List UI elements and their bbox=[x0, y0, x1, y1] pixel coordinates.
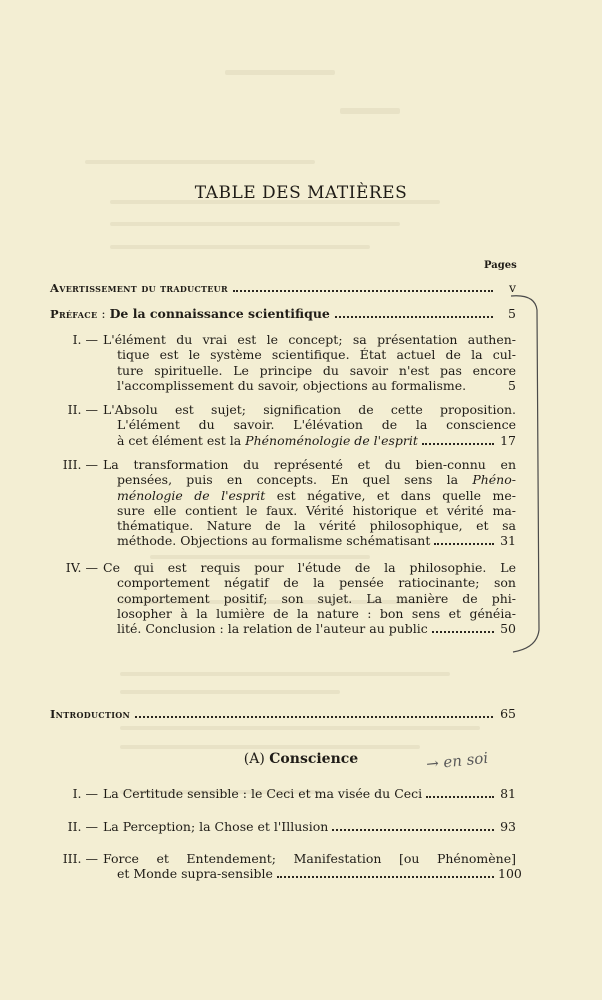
entry-text-line: tique est le système scientifique. État actuel de la cul- bbox=[117, 347, 516, 363]
entry-text-line: l'accomplissement du savoir, objections au formalisme. bbox=[117, 377, 467, 393]
entry-text-line: ture spirituelle. Le principe du savoir n'est pas encore bbox=[117, 362, 516, 378]
toc-page-number: 81 bbox=[500, 786, 516, 801]
toc-page-number: 93 bbox=[500, 819, 516, 834]
toc-entry-introduction[interactable] bbox=[50, 706, 516, 721]
pages-column-label: Pages bbox=[484, 260, 517, 271]
entry-text-line: méthode. Objections au formalisme schématisant bbox=[117, 533, 431, 549]
section-heading-name: Conscience bbox=[269, 751, 359, 767]
toc-entry-conscience-2[interactable] bbox=[50, 819, 516, 834]
leader-dots bbox=[432, 631, 494, 633]
section-number: I. — bbox=[72, 332, 98, 347]
leader-dots bbox=[332, 829, 494, 831]
section-number: II. — bbox=[67, 819, 98, 834]
leader-dots bbox=[434, 543, 494, 545]
section-heading-prefix: (A) bbox=[243, 751, 270, 767]
entry-text-line: L'élément du vrai est le concept; sa présentation authen- bbox=[103, 332, 516, 347]
section-heading-conscience[interactable] bbox=[0, 751, 602, 767]
toc-page-number: 5 bbox=[508, 377, 516, 393]
toc-entry-preface-4[interactable] bbox=[50, 560, 516, 636]
entry-text-line: lité. Conclusion : la relation de l'auteur au public bbox=[117, 621, 428, 637]
toc-entry-label: Préface : De la connaissance scientifique bbox=[50, 306, 330, 321]
toc-page-number: 5 bbox=[508, 306, 516, 321]
entry-text-line: à cet élément est la Phénoménologie de l'esprit bbox=[117, 432, 418, 448]
entry-text-line: Force et Entendement; Manifestation [ou Phénomène] bbox=[103, 851, 516, 866]
section-number: I. — bbox=[72, 786, 98, 801]
toc-entry-label: La Certitude sensible : le Ceci et ma visée du Ceci bbox=[103, 786, 423, 801]
handwritten-note: → en soi bbox=[425, 748, 489, 774]
toc-entry-label: La Perception; la Chose et l'Illusion bbox=[103, 819, 329, 834]
toc-page-number: 17 bbox=[500, 432, 516, 448]
section-number: IV. — bbox=[65, 560, 98, 575]
toc-page-number: 100 bbox=[498, 866, 522, 882]
entry-text-line: L'Absolu est sujet; signification de cette proposition. bbox=[103, 402, 516, 417]
entry-text-line: comportement négatif de la pensée ratiocinante; son bbox=[117, 575, 516, 591]
toc-page-number: 50 bbox=[500, 621, 516, 637]
leader-dots bbox=[277, 876, 494, 878]
leader-dots bbox=[233, 290, 493, 292]
section-number: II. — bbox=[67, 402, 98, 417]
toc-entry-label: Avertissement du traducteur bbox=[50, 281, 228, 295]
leader-dots bbox=[422, 443, 494, 445]
toc-page-number: 65 bbox=[500, 706, 516, 721]
entry-text-line: Ce qui est requis pour l'étude de la philosophie. Le bbox=[103, 560, 516, 575]
entry-text-line: sure elle contient le faux. Vérité historique et vérité ma- bbox=[117, 502, 516, 518]
section-number: III. — bbox=[62, 851, 98, 866]
leader-dots bbox=[335, 316, 493, 318]
entry-text-line: pensées, puis en concepts. En quel sens la Phéno- bbox=[117, 472, 516, 488]
entry-text-line: ménologie de l'esprit est négative, et dans quelle me- bbox=[117, 487, 516, 503]
entry-text-line: comportement positif; son sujet. La manière de phi- bbox=[117, 590, 516, 606]
entry-text-line: La transformation du représenté et du bien-connu en bbox=[103, 457, 516, 472]
toc-page-number: 31 bbox=[500, 533, 516, 549]
toc-entry-label: Introduction bbox=[50, 707, 131, 721]
entry-text-line: thématique. Nature de la vérité philosophique, et sa bbox=[117, 518, 516, 534]
entry-text-line: L'élément du savoir. L'élévation de la conscience bbox=[117, 417, 516, 433]
toc-entry-conscience-1[interactable] bbox=[50, 786, 516, 801]
toc-entry-preface[interactable] bbox=[50, 306, 516, 321]
toc-entry-avertissement[interactable] bbox=[50, 280, 516, 295]
toc-page-number: v bbox=[508, 280, 516, 295]
toc-entry-preface-2[interactable] bbox=[50, 402, 516, 448]
toc-entry-label: et Monde supra-sensible bbox=[117, 866, 273, 882]
toc-entry-preface-1[interactable] bbox=[50, 332, 516, 393]
leader-dots bbox=[426, 796, 494, 798]
entry-text-line: losopher à la lumière de la nature : bon sens et généia- bbox=[117, 605, 516, 621]
page-title: TABLE DES MATIÈRES bbox=[194, 183, 408, 203]
leader-dots bbox=[135, 716, 493, 718]
section-number: III. — bbox=[62, 457, 98, 472]
handwritten-bracket bbox=[505, 290, 565, 670]
toc-entry-conscience-3[interactable] bbox=[50, 851, 522, 882]
toc-entry-preface-3[interactable] bbox=[50, 457, 516, 549]
